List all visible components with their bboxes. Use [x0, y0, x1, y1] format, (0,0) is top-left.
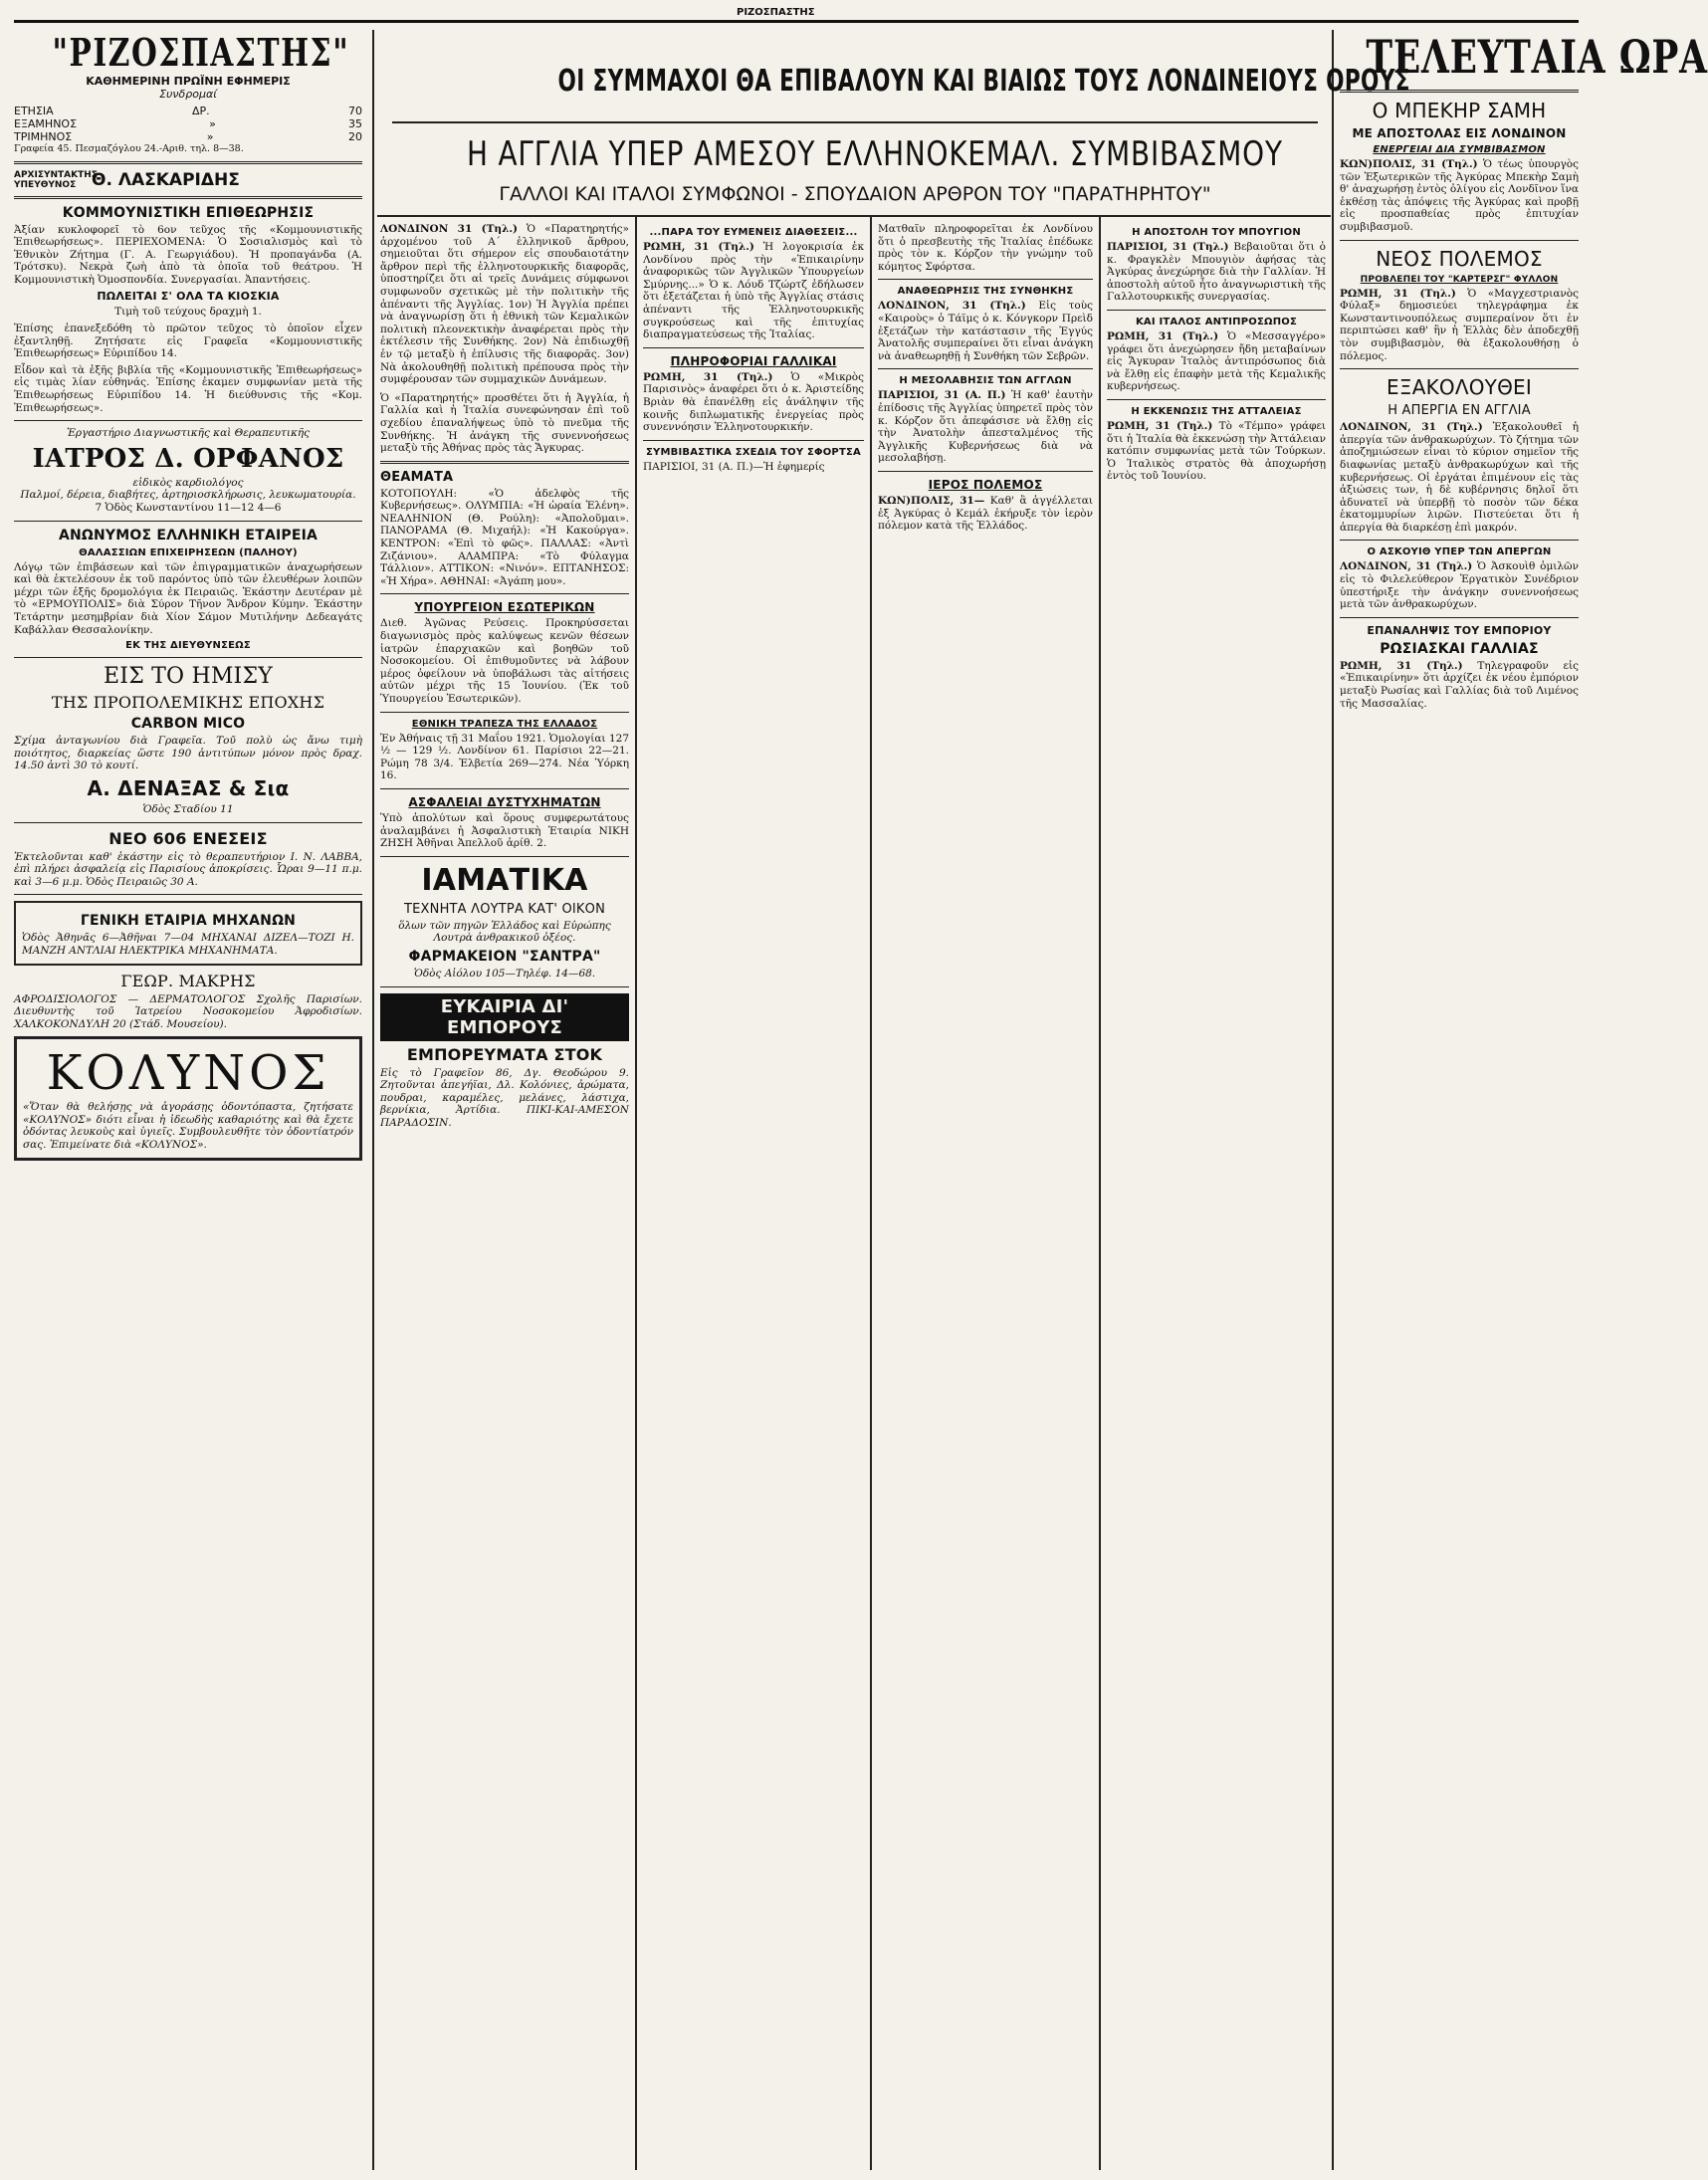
- article-body: ΚΩΝ)ΠΟΛΙΣ, 31 (Τηλ.) Ὁ τέως ὑπουργὸς τῶν Ἐξωτερικῶν τῆς Ἀγκύρας Μπεκὴρ Σαμὴ θ' ἀναχωρήσῃ ἐντὸς ὀλίγου εἰς Λονδῖνον ἵνα ἐκθέσῃ τὰς ἀπόψεις τῆς Ἀγκύρας καὶ προβῇ εἰς προσπαθείας πρὸς ἐπιτυχίαν συμβιβασμοῦ.: [1340, 158, 1580, 233]
- masthead: [14, 30, 362, 101]
- article-body: ΛΟΝΔΙΝΟΝ 31 (Τηλ.) Ὁ «Παρατηρητής» ἀρχομένου τοῦ Α΄ ἑλληνικοῦ ἄρθρου, σημειοῦται ὅτι σήμερον εἰς σπουδαιοτάτην ἄρθρον περὶ τῆς ἑλληνοτουρκικῆς διαφορᾶς, ὑποστηρίζει ὅτι αἱ τρεῖς Δυνάμεις σύμφωνοι συμφωνοῦν σχετικῶς μὲ τὴν πολιτικὴν τῆς ἀπέναντι τῆς Ἀγγλίας. 1ον) Ἡ Ἀγγλία πρέπει νὰ ἀναγνωρίσῃ ὅτι ἡ ἐθνικὴ τῶν Κεμαλικῶν πολιτικὴ πλεονεκτικὴν ἀναφέρεται πρὸς τὴν ἐκτέλεσιν τῆς Συνθήκης. 2ον) Νὰ ἐπιδιωχθῇ ἐν τῷ μεταξὺ ἡ ἐπίλυσις τῆς διαφορᾶς. 3ον) Νὰ ἀκολουθηθῇ πολιτικὴ πρέπουσα πρὸς τὴν συμφέρουσαν τῶν συμμαχικῶν Δυνάμεων.: [380, 223, 629, 386]
- article-body: Ἐπίσης ἐπανεξεδόθη τὸ πρῶτον τεῦχος τὸ ὁποῖον εἶχεν ἐξαντληθῇ. Ζητήσατε εἰς Γραφεῖα «Κομμουνιστικῆς Ἐπιθεωρήσεως» Εὐριπίδου 14.: [14, 323, 362, 360]
- top-running-title: ΡΙΖΟΣΠΑΣΤΗΣ: [731, 7, 821, 18]
- column-2: [380, 223, 629, 2164]
- ad-text: «Ὅταν θὰ θελήσῃς νὰ ἀγοράσῃς ὀδοντόπαστα, ζητήσατε «ΚΟΛΥΝΟΣ» διότι εἶναι ἡ ἰδεωδὴς καθαριότης καὶ θὰ ἔχετε ὀδόντας λευκοὺς καὶ ὑγιεῖς. Συμβουλευθῆτε τὸν ὀδοντίατρόν σας. Ἐπιμείνατε διὰ «ΚΟΛΥΝΟΣ».: [23, 1101, 353, 1152]
- article-body: ΠΑΡΙΣΙΟΙ, 31 (Τηλ.) Βεβαιοῦται ὅτι ὁ κ. Φραγκλὲν Μπουγιὸν ἀφήσας τὰς Ἀγκύρας ἀνεχώρησε διὰ τὴν Γαλλίαν. Ἡ ἀποστολὴ αὐτοῦ ἦτο ἀναγνωριστικὴ τῆς Γαλλοτουρκικῆς συνεργασίας.: [1107, 241, 1327, 304]
- column-5: [1107, 223, 1326, 621]
- top-rule: [14, 7, 1579, 23]
- ad-headline: ΓΕΝΙΚΗ ΕΤΑΙΡΙΑ ΜΗΧΑΝΩΝ: [80, 913, 297, 930]
- section-subheading: ΘΑΛΑΣΣΙΩΝ ΕΠΙΧΕΙΡΗΣΕΩΝ (ΠΑΛΗΟΥ): [79, 546, 298, 558]
- column-rule: [1099, 217, 1101, 2170]
- article-body: Ἐν Ἀθήναις τῇ 31 Μαΐου 1921. Ὁμολογίαι 127 ½ — 129 ½. Λονδίνον 61. Παρίσιοι 22—21. Ρώμη 78 3/4. Ἑλβετία 269—274. Νέα Ὑόρκη 16.: [380, 732, 629, 782]
- section-subheading: Η ΑΠΕΡΓΙΑ ΕΝ ΑΓΓΛΙΑ: [1388, 403, 1531, 419]
- section-heading: ΙΕΡΟΣ ΠΟΛΕΜΟΣ: [928, 477, 1043, 492]
- column-left: [14, 30, 362, 2170]
- kolynos-ad: [14, 1036, 362, 1160]
- section-subheading: ΠΡΟΒΛΕΠΕΙ ΤΟΥ "ΚΑΡΤΕΡΣΓ" ΦΥΛΛΟΝ: [1360, 274, 1559, 285]
- subscription-row: ΤΡΙΜΗΝΟΣ » 20: [14, 130, 362, 143]
- newspaper-page: [14, 7, 1708, 2170]
- article-body: ΡΩΜΗ, 31 (Τηλ.) Ὁ «Μαγχεστριανὸς Φύλαξ» δημοσιεύει τηλεγράφημα ἐκ Κωνσταντινουπόλεως συμπεραίνον ὅτι ἐν περιπτώσει καθ' ἣν ἡ Ἑλλὰς δὲν ἀποδεχθῇ τὸν συμβιβασμὸν, θὰ ἐξακολουθήσῃ ὁ πόλεμος.: [1340, 287, 1580, 362]
- section-subheading: ΜΕ ΑΠΟΣΤΟΛΑΣ ΕΙΣ ΛΟΝΔΙΝΟΝ: [1352, 126, 1567, 140]
- section-heading: ΝΕΟΣ ΠΟΛΕΜΟΣ: [1376, 246, 1543, 271]
- section-heading: ΣΥΜΒΙΒΑΣΤΙΚΑ ΣΧΕΔΙΑ ΤΟΥ ΣΦΟΡΤΣΑ: [646, 446, 861, 458]
- article-body: Λόγῳ τῶν ἐπιβάσεων καὶ τῶν ἐπιγραμματικῶν ἀναχωρήσεων καὶ θὰ ἐκτελέσουν ἐκ τοῦ παρόντος ὑπὸ τῶν ἐλευθέρων λοιπῶν μέχρι τῶν ἐξῆς δρομολόγια ἐκ Πειραιῶς. Ἑκάστην Δευτέραν μὲ τὸ «ΕΡΜΟΥΠΟΛΙΣ» διὰ Σύρον Τῆνον Ἄνδρον Κύμην. Ἑκάστην Τετάρτην μεσημβρίαν διὰ Χίον Σάμον Μυτιλήνην Δεδεαγάτς Καβάλλαν Θεσσαλονίκην.: [14, 560, 362, 636]
- second-headline: Η ΑΓΓΛΙΑ ΥΠΕΡ ΑΜΕΣΟΥ ΕΛΛΗΝΟΚΕΜΑΛ. ΣΥΜΒΙΒΑΣΜΟΥ: [466, 134, 1283, 174]
- section-heading: ΑΣΦΑΛΕΙΑΙ ΔΥΣΤΥΧΗΜΑΤΩΝ: [408, 794, 601, 809]
- section-heading: ΕΠΑΝΑΛΗΨΙΣ ΤΟΥ ΕΜΠΟΡΙΟΥ: [1367, 623, 1552, 637]
- ad-label: Ἐργαστήριο Διαγνωστικῆς καὶ Θεραπευτικῆς: [66, 427, 311, 440]
- section-heading: ΕΘΝΙΚΗ ΤΡΑΠΕΖΑ ΤΗΣ ΕΛΛΑΔΟΣ: [411, 718, 598, 730]
- article-body: ΡΩΜΗ, 31 (Τηλ.) Τηλεγραφοῦν εἰς «Ἐπικαιρίνην» ὅτι ἀρχίζει ἐκ νέου ἐμπόριον μεταξὺ Ρωσίας καὶ Γαλλίας διὰ τοῦ Λιμένος τῆς Μασσαλίας.: [1340, 659, 1579, 710]
- article-body: Ὑπὸ ἀπολύτων καὶ ὅρους συμφερωτάτους ἀναλαμβάνει ἡ Ἀσφαλιστικὴ Ἑταιρία ΝΙΚΗ ΖΗΣΗ Ἀθῆναι Ἀπελλοῦ ἀρίθ. 2.: [380, 811, 629, 850]
- ad-text: ΑΦΡΟΔΙΣΙΟΛΟΓΟΣ — ΔΕΡΜΑΤΟΛΟΓΟΣ Σχολῆς Παρισίων. Διευθυντὴς τοῦ Ἰατρείου Νοσοκομείου Ἀφροδισίων. ΧΑΛΚΟΚΟΝΔΥΛΗ 20 (Στάδ. Μουσείου).: [14, 992, 362, 1030]
- article-body: ΛΟΝΔΙΝΟΝ, 31 (Τηλ.) Ὁ Ἀσκουὶθ ὁμιλῶν εἰς τὸ Φιλελεύθερον Ἐργατικὸν Συνέδριον ὑπεστήριξε τὴν ἀνάγκην συνεννοήσεως μετὰ τῶν ἀνθρακωρύχων.: [1340, 560, 1579, 611]
- article-body: ΠΑΡΙΣΙΟΙ, 31 (Α. Π.)—Ἡ ἐφημερίς: [643, 460, 825, 473]
- article-body: ΛΟΝΔΙΝΟΝ, 31 (Τηλ.) Εἰς τοὺς «Καιροὺς» ὁ Τάϊμς ὁ κ. Κόνγκορν Πρεὶδ ἐξετάζων τὴν κατάστασιν τῆς Ἐγγύς Ἀνατολῆς συμπεραίνει ὅτι εἶναι ἀνάγκη νὰ ἀναθεωρηθῇ ἡ Συνθήκη τῶν Σεβρῶν.: [878, 300, 1093, 362]
- masthead-address: Γραφεία 45. Πεσμαζόγλου 24.-Αριθ. τηλ. 8—38.: [14, 143, 244, 154]
- ad-headline: ΤΗΣ ΠΡΟΠΟΛΕΜΙΚΗΣ ΕΠΟΧΗΣ: [51, 693, 325, 713]
- section-heading: ΑΝΩΝΥΜΟΣ ΕΛΛΗΝΙΚΗ ΕΤΑΙΡΕΙΑ: [58, 527, 319, 544]
- ad-text: ὅλων τῶν πηγῶν Ἑλλάδος καὶ Εὐρώπης Λουτρὰ ἀνθρακικοῦ ὀξέος.: [398, 919, 611, 945]
- section-subheading: ΕΝΕΡΓΕΙΑΙ ΔΙΑ ΣΥΜΒΙΒΑΣΜΟΝ: [1373, 144, 1546, 155]
- ad-address: Ὁδὸς Αἰόλου 105—Τηλέφ. 14—68.: [413, 967, 596, 980]
- section-heading: ΘΕΑΜΑΤΑ: [380, 469, 454, 485]
- ad-headline: ΙΑΜΑΤΙΚΑ: [421, 862, 588, 898]
- article-body: Ἀξίαν κυκλοφορεῖ τὸ 6ον τεῦχος τῆς «Κομμουνιστικῆς Ἐπιθεωρήσεως». ΠΕΡΙΕΧΟΜΕΝΑ: Ὁ Σοσιαλισμὸς καὶ τὸ Ἐθνικὸν Ζήτημα (Γ. Α. Γεωργιάδου). Ἡ προπαγάνδα (Α. Τρότσκυ). Νεκρὰ ζωὴ ἀπὸ τὰ ὁποῖα τοῦ θεάτρου. Ἡ Κομμουνιστικὴ Ὁμοσπονδία. Συνεργασίαι. Ἀπαντήσεις.: [14, 223, 362, 286]
- doctor-ad-title: ΙΑΤΡΟΣ Δ. ΟΡΦΑΝΟΣ: [32, 443, 344, 474]
- article-body: Τιμὴ τοῦ τεύχους δραχμὴ 1.: [114, 306, 262, 319]
- ad-text: Εἰς τὸ Γραφεῖον 86, Δγ. Θεοδώρου 9. Ζητοῦνται ἀπεγήϊαι, Δλ. Κολόνιες, ἀρώματα, πουδραι, καραμέλες, μελάνες, λάστιχα, βερνίκια, Ἀρτίδια. ΠΙΚΙ-ΚΑΙ-ΑΜΕΣΟΝ ΠΑΡΑΔΟΣΙΝ.: [380, 1066, 629, 1129]
- ad-text: Ἐκτελοῦνται καθ' ἑκάστην εἰς τὸ θεραπευτήριον Ι. Ν. ΛΑΒΒΑ, ἐπὶ πλήρει ἀσφαλείᾳ εἰς Παρισίους ἀποκρίσεις. Ὧραι 9—11 π.μ. καὶ 3—6 μ.μ. Ὁδὸς Πειραιῶς 30 Α.: [14, 850, 362, 888]
- ad-headline: ΓΕΩΡ. ΜΑΚΡΗΣ: [120, 971, 256, 990]
- ad-headline: ΕΥΚΑΙΡΙΑ ΔΙ' ΕΜΠΟΡΟΥΣ: [380, 993, 629, 1041]
- section-heading: ΚΑΙ ΙΤΑΛΟΣ ΑΝΤΙΠΡΟΣΩΠΟΣ: [1135, 316, 1297, 327]
- masthead-title: "ΡΙΖΟΣΠΑΣΤΗΣ": [52, 30, 350, 75]
- article-body: Ματθαῖν πληροφορεῖται ἐκ Λονδίνου ὅτι ὁ πρεσβευτὴς τῆς Ἰταλίας ἐπέδωκε πρὸς τὸν κ. Κόρζον τὴν γνώμην τοῦ κόμητος Σφόρτσα.: [878, 223, 1093, 273]
- ad-address: Ὁδὸς Σταδίου 11: [142, 802, 234, 815]
- column-right: [1340, 30, 1708, 2170]
- section-heading: ...ΠΑΡΑ ΤΟΥ ΕΥΜΕΝΕΙΣ ΔΙΑΘΕΣΕΙΣ...: [649, 227, 858, 238]
- article-body: ΡΩΜΗ, 31 (Τηλ.) Τὸ «Τέμπο» γράφει ὅτι ἡ Ἰταλία θὰ ἐκκενώσῃ τὴν Ἀττάλειαν κατόπιν συμφωνίας μετὰ τῶν Τούρκων. Ὁ Ἰταλικὸς στρατὸς θὰ ἀποχωρήσῃ ἐντὸς τοῦ Ἰουνίου.: [1107, 419, 1327, 483]
- article-body: ΡΩΜΗ, 31 (Τηλ.) Ὁ «Μεσσαγγέρο» γράφει ὅτι ἀνεχώρησεν ἤδη μεταβαίνων εἰς Ἄγκυραν Ἰταλὸς ἀντιπρόσωπος διὰ νὰ ἔλθῃ εἰς ἐπαφὴν μετὰ τῆς Κεμαλικῆς κυβερνήσεως.: [1107, 329, 1327, 393]
- masthead-subtitle: ΚΑΘΗΜΕΡΙΝΗ ΠΡΩΪΝΗ ΕΦΗΜΕΡΙΣ: [86, 75, 291, 88]
- ad-text: Ὁδὸς Ἀθηνᾶς 6—Ἀθῆναι 7—04 ΜΗΧΑΝΑΙ ΔΙΖΕΛ—ΤΟΖΙ Η. ΜΑΝΖΗ ΑΝΤΛΙΑΙ ΗΛΕΚΤΡΙΚΑ ΜΗΧΑΝΗΜΑΤΑ.: [22, 932, 354, 957]
- main-headline: ΟΙ ΣΥΜΜΑΧΟΙ ΘΑ ΕΠΙΒΑΛΟΥΝ ΚΑΙ ΒΙΑΙΩΣ ΤΟΥΣ ΛΟΝΔΙΝΕΙΟΥΣ ΟΡΟΥΣ: [557, 64, 1410, 99]
- column-3: [643, 223, 864, 621]
- section-heading: ΚΟΜΜΟΥΝΙΣΤΙΚΗ ΕΠΙΘΕΩΡΗΣΙΣ: [62, 204, 315, 221]
- section-heading: Ο ΜΠΕΚΗΡ ΣΑΜΗ: [1372, 99, 1547, 122]
- article-body: Ὁ «Παρατηρητής» προσθέτει ὅτι ἡ Ἀγγλία, ἡ Γαλλία καὶ ἡ Ἰταλία συνεφώνησαν ἐπὶ τοῦ σχεδίου ἐπαναλήψεως ὑπὸ τὸ πνεῦμα τῆς Συνθήκης. Ἡ ἀνάγκη τῆς συνεννοήσεως μεταξὺ τῆς Ἀθήνας πρὸς τὰς Ἄγκυρας.: [380, 391, 629, 455]
- section-heading: Η ΑΠΟΣΤΟΛΗ ΤΟΥ ΜΠΟΥΓΙΟΝ: [1132, 227, 1301, 238]
- ad-address: 7 Ὁδὸς Κωνσταντίνου 11—12 4—6: [95, 502, 282, 514]
- last-hour-heading: ΤΕΛΕΥΤΑΙΑ ΩΡΑ: [1366, 30, 1708, 84]
- article-body: ΡΩΜΗ, 31 (Τηλ.) Ὁ «Μικρὸς Παρισινὸς» ἀναφέρει ὅτι ὁ κ. Ἀριστείδης Βριὰν θὰ ἐπανέλθῃ εἰς ἀνάληψιν τῆς κοινῆς διπλωματικῆς ἐνεργείας πρὸς συνεννόησιν Ἑλληνοτουρκικήν.: [643, 370, 865, 434]
- ad-headline: ΕΙΣ ΤΟ ΗΜΙΣΥ: [104, 664, 273, 690]
- section-heading: ΠΩΛΕΙΤΑΙ Σ' ΟΛΑ ΤΑ ΚΙΟΣΚΙΑ: [97, 290, 280, 304]
- section-heading: ΠΛΗΡΟΦΟΡΙΑΙ ΓΑΛΛΙΚΑΙ: [670, 353, 837, 368]
- section-heading: Ο ΑΣΚΟΥΙΘ ΥΠΕΡ ΤΩΝ ΑΠΕΡΓΩΝ: [1367, 546, 1552, 558]
- ad-company: ΦΑΡΜΑΚΕΙΟΝ "ΣΑΝΤΡΑ": [408, 948, 601, 965]
- column-rule: [635, 217, 637, 2170]
- ad-company: Α. ΔΕΝΑΞΑΣ & Σια: [87, 775, 290, 800]
- subscription-row: ΕΞΑΜΗΝΟΣ » 35: [14, 117, 362, 130]
- article-body: Διεθ. Ἀγῶνας Ρεύσεις. Προκηρύσσεται διαγωνισμὸς πρὸς καλύψεως κενῶν θέσεων ἱατρῶν ἐπαρχιακῶν καὶ βοηθῶν τοῦ Νοσοκομείου. Οἱ ἐπιθυμοῦντες νὰ λάβουν μέρος ὀφείλουν νὰ ὑποβάλωσι τὰς αἰτήσεις αὐτῶν μέχρι τῆς 15 Ἰουνίου. (Ἐκ τοῦ Ὑπουργείου Ἐσωτερικῶν).: [380, 617, 629, 705]
- article-body: ΠΑΡΙΣΙΟΙ, 31 (Α. Π.) Ἡ καθ' ἑαυτὴν ἐπίδοσις τῆς Ἀγγλίας ὑπηρετεῖ πρὸς τὸν κ. Κόρζον ὅτι ἀπεφάσισε νὰ ἔλθῃ εἰς τὴν Ἀνατολὴν ἀπεσταλμένος τῆς Ἀγγλικῆς Κυβερνήσεως διὰ νὰ μεσολαβήσῃ.: [878, 389, 1094, 465]
- column-rule: [372, 30, 374, 2170]
- article-signature: ΕΚ ΤΗΣ ΔΙΕΥΘΥΝΣΕΩΣ: [125, 640, 251, 652]
- subscription-row: ΕΤΗΣΙΑ ΔΡ. 70: [14, 105, 362, 117]
- section-heading: Η ΜΕΣΟΛΑΒΗΣΙΣ ΤΩΝ ΑΓΓΛΩΝ: [899, 375, 1072, 387]
- article-body: ΡΩΜΗ, 31 (Τηλ.) Ἡ λογοκρισία ἐκ Λονδίνου πρὸς τὴν «Ἐπικαιρίνην ἀναφορικῶς τῶν Ἀγγλικῶν Ὑπουργείων Σμύρνης...» Ὁ κ. Λόυδ Τζώρτζ ἐδήλωσεν ὅτι ἐξετάζεται ἡ ὑπὸ τῆς Ἀγγλίας στάσις ἀπέναντι τῆς Ἑλληνοτουρκικῆς συγκρούσεως καὶ τῆς ἐπιτυχίας διαπραγματεύσεως τῆς Ἰταλίας.: [643, 241, 865, 341]
- column-rule: [870, 217, 872, 2170]
- ad-text: εἰδικὸς καρδιολόγος: [132, 476, 244, 489]
- ad-text: Παλμοί, δέρεια, διαβήτες, ἀρτηριοσκλήρωσις, λευκωματουρία.: [20, 489, 356, 502]
- article-body: ΚΟΤΟΠΟΥΛΗ: «Ὁ ἀδελφὸς τῆς Κυβερνήσεως». ΟΛΥΜΠΙΑ: «Ἡ ὡραία Ἑλένη». ΝΕΑΛΗΝΙΟΝ (Θ. Ρούλη): «Ἀπολοῦμαι». ΠΑΝΟΡΑΜΑ (Θ. Μιχαήλ): «Ἡ Κακούργα». ΚΕΝΤΡΟΝ: «Ἐπὶ τὸ φῶς». ΠΑΛΛΑΣ: «Ἀντὶ Ζιζάνιου». ΑΛΑΜΠΡΑ: «Τὸ Φύλαγμα Τάλλιον». ΑΤΤΙΚΟΝ: «Νινόν». ΕΠΤΑΝΗΣΟΣ: «Ἡ Χήρα». ΑΘΗΝΑΙ: «Ἀγάπη μου».: [380, 487, 629, 587]
- ad-headline: ΝΕΟ 606 ΕΝΕΣΕΙΣ: [108, 828, 268, 848]
- subscriptions-label: Συνδρομαί: [159, 88, 217, 101]
- section-heading: Η ΕΚΚΕΝΩΣΙΣ ΤΗΣ ΑΤΤΑΛΕΙΑΣ: [1131, 405, 1302, 417]
- article-body: Εἶδον καὶ τὰ ἑξῆς βιβλία τῆς «Κομμουνιστικῆς Ἐπιθεωρήσεως» εἰς τιμὰς λίαν εὐθηνάς. Ἐπίσης ἐκαμεν συμφωνίαν μετὰ τῆς Ἐπιθεωρήσεως Εὐριπίδου 14. Ἡ διεύθυνσις τῆς «Κομ. Ἐπιθεωρήσεως».: [14, 363, 362, 414]
- ad-subheadline: ΕΜΠΟΡΕΥΜΑΤΑ ΣΤΟΚ: [406, 1044, 603, 1064]
- editor-line: ΑΡΧΙΣΥΝΤΑΚΤΗΣ ΥΠΕΥΘΥΝΟΣ Θ. ΛΑΣΚΑΡΙΔΗΣ: [14, 169, 240, 190]
- third-headline: ΓΑΛΛΟΙ ΚΑΙ ΙΤΑΛΟΙ ΣΥΜΦΩΝΟΙ - ΣΠΟΥΔΑΙΟΝ ΑΡΘΡΟΝ ΤΟΥ "ΠΑΡΑΤΗΡΗΤΟΥ": [499, 183, 1211, 205]
- section-heading: ΕΞΑΚΟΛΟΥΘΕΙ: [1387, 375, 1532, 400]
- ad-subheadline: ΤΕΧΝΗΤΑ ΛΟΥΤΡΑ ΚΑΤ' ΟΙΚΟΝ: [403, 901, 605, 917]
- ad-text: Σχίμα ἀνταγωνίου διὰ Γραφεῖα. Τοῦ πολὺ ὡς ἄνω τιμὴ ποιότητος, διαρκείας ὥστε 190 ἀντιτύπων μόνον πρὸς δραχ. 14.50 ἀντὶ 30 τὸ κουτί.: [14, 735, 362, 772]
- machines-ad: [14, 901, 362, 965]
- ad-product: CARBON MICO: [130, 716, 246, 733]
- kolynos-logo: ΚΟΛΥΝΟΣ: [46, 1045, 330, 1102]
- column-4: [878, 223, 1093, 621]
- editor-name: Θ. ΛΑΣΚΑΡΙΔΗΣ: [92, 169, 240, 190]
- headline-rule: [392, 121, 1318, 123]
- section-subheading: ΡΩΣΙΑΣΚΑΙ ΓΑΛΛΙΑΣ: [1380, 640, 1539, 657]
- section-heading: ΑΝΑΘΕΩΡΗΣΙΣ ΤΗΣ ΣΥΝΘΗΚΗΣ: [897, 286, 1074, 298]
- article-body: ΚΩΝ)ΠΟΛΙΣ, 31— Καθ' ἃ ἀγγέλλεται ἐξ Ἀγκύρας ὁ Κεμάλ ἐκήρυξε τὸν ἱερὸν πόλεμον κατὰ τῆς Ἑλλάδος.: [878, 494, 1093, 533]
- headline-bottom-rule: [377, 215, 1331, 217]
- article-body: ΛΟΝΔΙΝΟΝ, 31 (Τηλ.) Ἐξακολουθεῖ ἡ ἀπεργία τῶν ἀνθρακωρύχων. Τὸ ζήτημα τῶν ἀποζημιώσεων εἶναι τὸ κύριον σημεῖον τῆς διαφωνίας μεταξὺ ἀνθρακωρύχων καὶ τῆς κυβερνήσεως. Οἱ ἐργάται ἐπιμένουν εἰς τὰς ἀξιώσεις των, ἡ δὲ κυβέρνησις δηλοῖ ὅτι ἀδυνατεῖ νὰ ὑπερβῇ τὸ ποσὸν τῶν δέκα ἑκατομμυρίων λιρῶν. Πιστεύεται ὅτι ἡ ἀπεργία θὰ διαρκέσῃ ἐπὶ μακρόν.: [1340, 421, 1579, 534]
- column-rule: [1332, 30, 1334, 2170]
- section-heading: ΥΠΟΥΡΓΕΙΟΝ ΕΣΩΤΕΡΙΚΩΝ: [414, 600, 595, 615]
